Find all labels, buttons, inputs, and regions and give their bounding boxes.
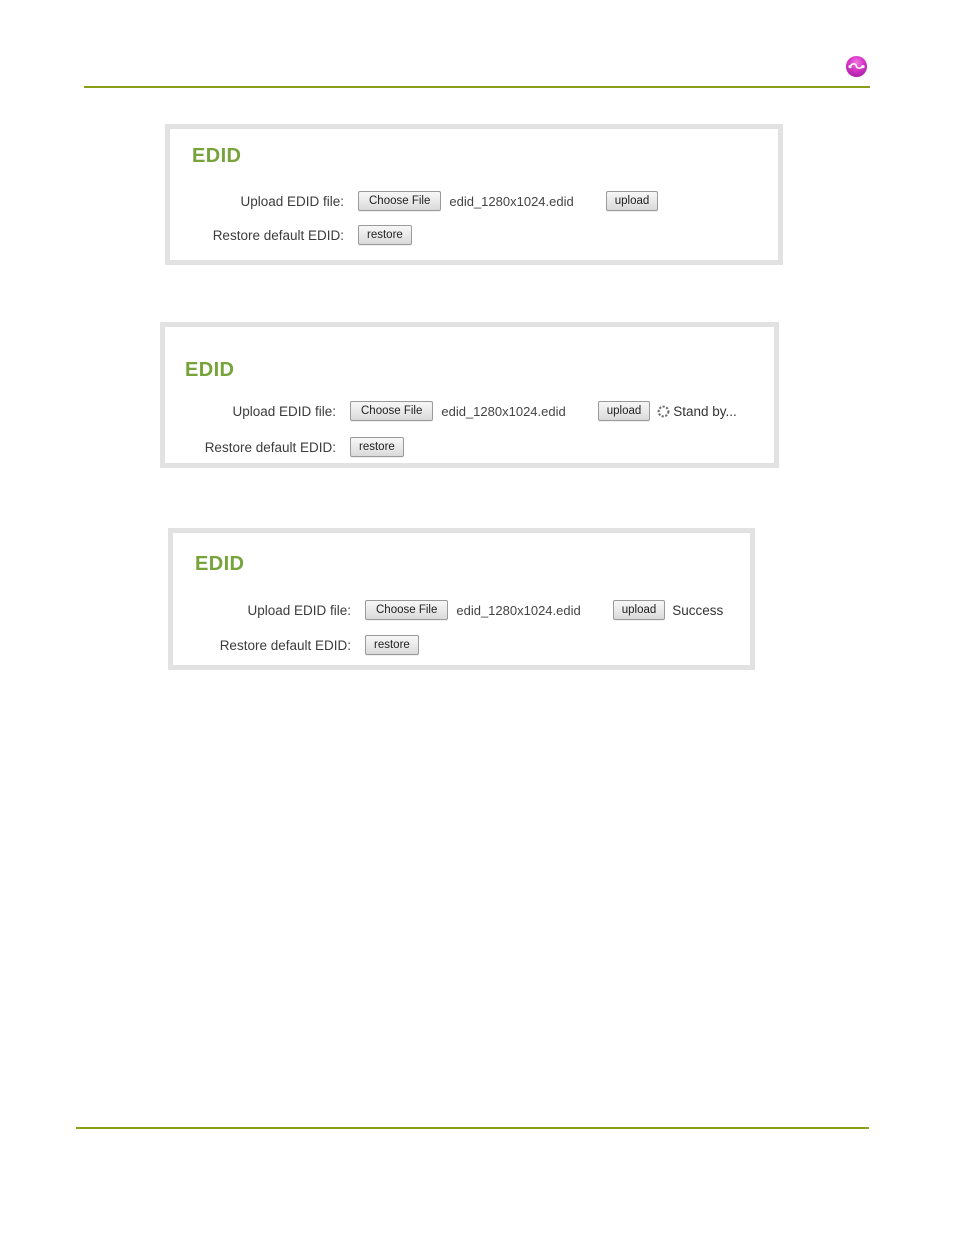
- upload-button[interactable]: upload: [598, 401, 651, 421]
- upload-button[interactable]: upload: [606, 191, 659, 211]
- upload-edid-row: [165, 399, 774, 423]
- choose-file-button[interactable]: Choose File: [358, 191, 441, 211]
- restore-default-label: Restore default EDID:: [219, 637, 351, 653]
- selected-filename: edid_1280x1024.edid: [441, 403, 566, 419]
- edid-panel-standby: [160, 322, 779, 468]
- upload-edid-label: Upload EDID file:: [247, 602, 351, 618]
- panel-form: [165, 399, 774, 459]
- epiphan-logo-icon: [845, 55, 868, 78]
- upload-edid-label: Upload EDID file:: [232, 403, 336, 419]
- panel-form: [173, 598, 750, 657]
- panel-form: [170, 189, 778, 247]
- restore-edid-row: [173, 633, 750, 657]
- restore-edid-row: [170, 223, 778, 247]
- upload-status: [657, 404, 737, 419]
- footer-divider: [76, 1127, 869, 1129]
- upload-edid-row: [170, 189, 778, 213]
- upload-edid-label: Upload EDID file:: [240, 193, 344, 209]
- restore-default-label: Restore default EDID:: [212, 227, 344, 243]
- restore-button[interactable]: restore: [350, 437, 404, 457]
- restore-edid-row: [165, 435, 774, 459]
- upload-status: [672, 603, 723, 618]
- choose-file-button[interactable]: Choose File: [350, 401, 433, 421]
- epiphan-logo-icon: [845, 55, 868, 78]
- panel-title: EDID: [192, 145, 242, 167]
- edid-panel-initial: [165, 124, 783, 265]
- restore-default-label: Restore default EDID:: [204, 439, 336, 455]
- upload-status-text: Stand by...: [673, 403, 737, 419]
- selected-filename: edid_1280x1024.edid: [449, 193, 574, 209]
- upload-button[interactable]: upload: [613, 600, 666, 620]
- restore-button[interactable]: restore: [365, 635, 419, 655]
- choose-file-button[interactable]: Choose File: [365, 600, 448, 620]
- spinner-icon: [657, 405, 670, 418]
- upload-edid-row: [173, 598, 750, 622]
- restore-button[interactable]: restore: [358, 225, 412, 245]
- edid-panel-success: [168, 528, 755, 670]
- panel-title: EDID: [195, 553, 245, 575]
- selected-filename: edid_1280x1024.edid: [456, 602, 581, 618]
- upload-status-text: Success: [672, 602, 724, 618]
- panel-title: EDID: [185, 359, 235, 381]
- header-divider: [84, 86, 870, 88]
